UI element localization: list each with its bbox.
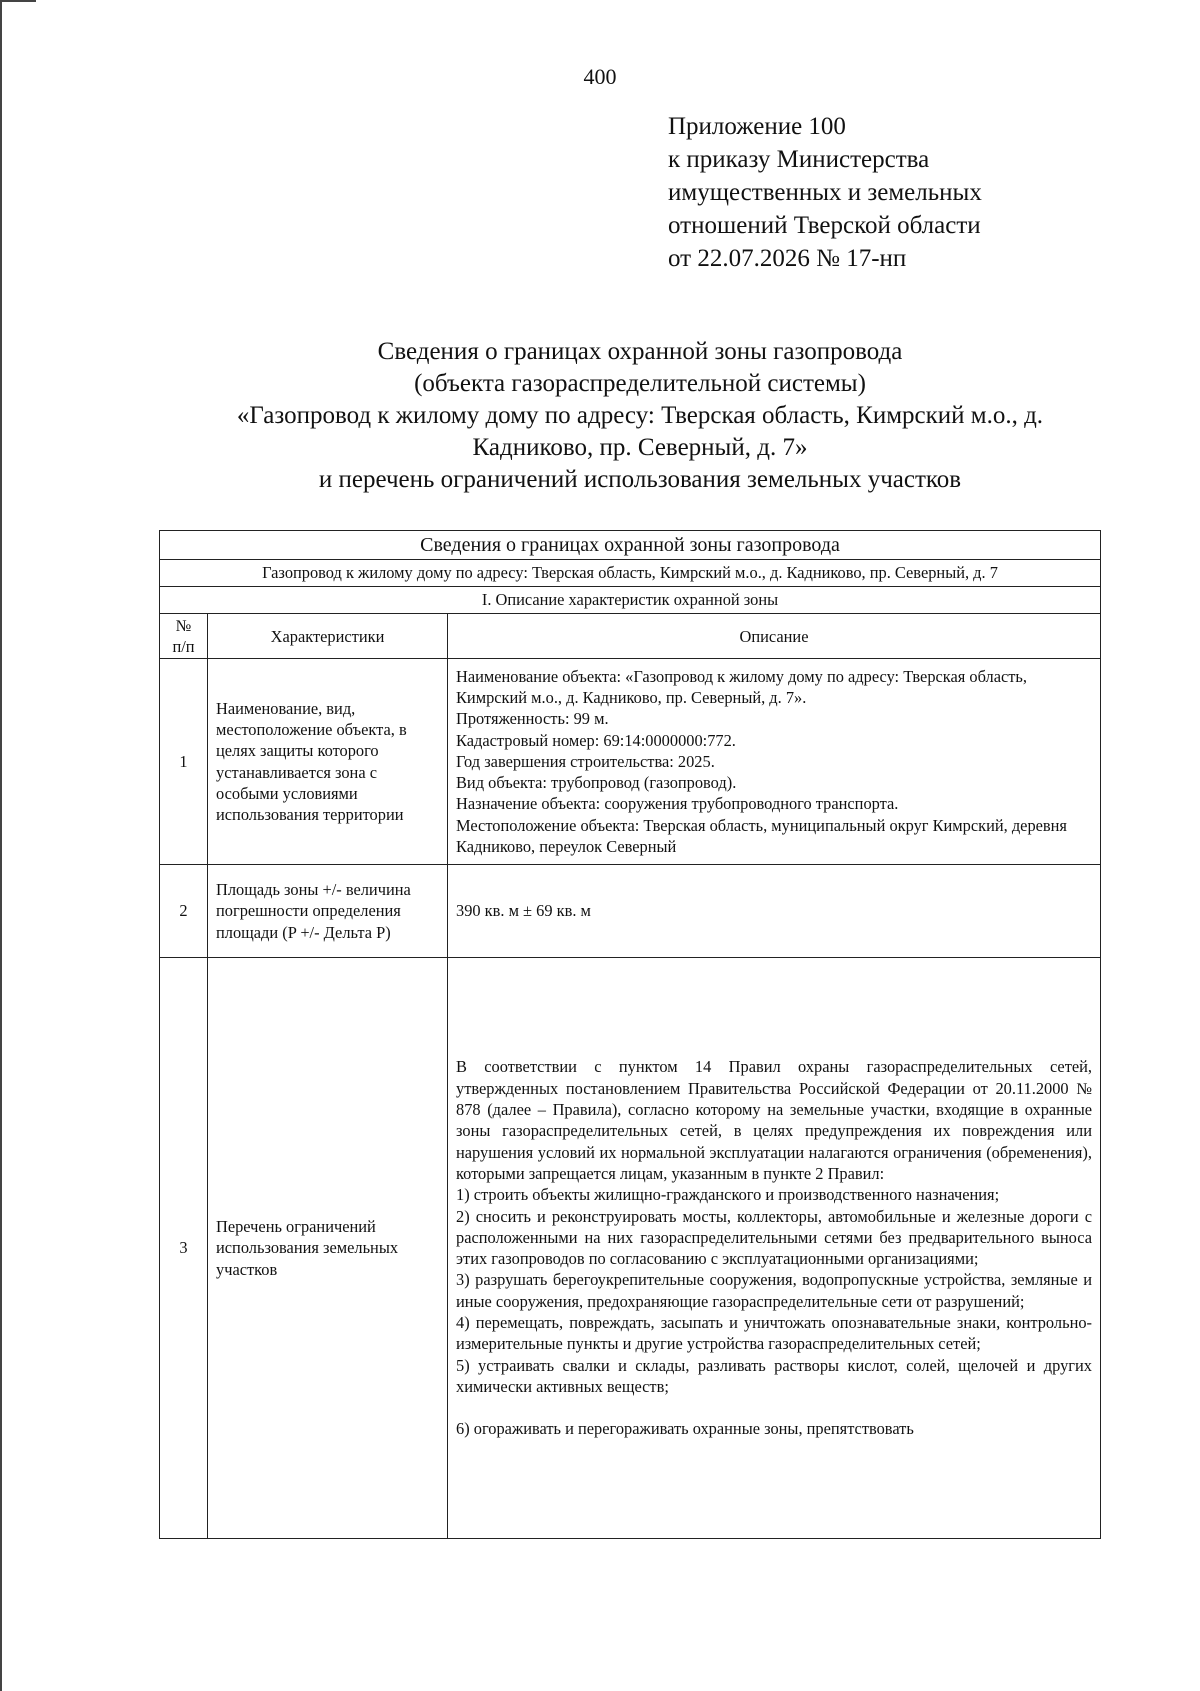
header-characteristic: Характеристики xyxy=(208,614,448,659)
description-line: Вид объекта: трубопровод (газопровод). xyxy=(456,773,737,793)
appendix-line: отношений Тверской области xyxy=(668,212,981,239)
description-paragraph: 1) строить объекты жилищно-гражданского и производственного назначения; xyxy=(456,1185,1000,1205)
table-row xyxy=(160,659,1101,865)
row-description: 390 кв. м ± 69 кв. м xyxy=(448,865,1101,958)
title-line: Сведения о границах охранной зоны газопровода xyxy=(377,338,903,365)
header-description: Описание xyxy=(448,614,1101,659)
description-line: Наименование объекта: «Газопровод к жилому дому по адресу: Тверская область, Кимрский м.о., д. Кадниково, пр. Северный, д. 7». xyxy=(456,666,1028,707)
table-header-row xyxy=(160,614,1101,659)
zone-table xyxy=(159,530,1101,1539)
row-description xyxy=(448,659,1101,865)
header-num: № п/п xyxy=(160,614,208,659)
row-num: 2 xyxy=(160,865,208,958)
appendix-line: Приложение 100 xyxy=(668,113,846,140)
section-heading: I. Описание характеристик охранной зоны xyxy=(160,587,1101,614)
title-line: Кадниково, пр. Северный, д. 7» xyxy=(472,434,808,461)
table-row xyxy=(160,865,1101,958)
description-line: Назначение объекта: сооружения трубопроводного транспорта. xyxy=(456,794,899,814)
appendix-line: от 22.07.2026 № 17-нп xyxy=(668,245,907,272)
table-title-row xyxy=(160,531,1101,560)
title-line: и перечень ограничений использования земельных участков xyxy=(318,466,962,493)
title-line: (объекта газораспределительной системы) xyxy=(414,370,866,397)
description-line: Местоположение объекта: Тверская область, муниципальный округ Кимрский, деревня Кадниково, переулок Северный xyxy=(456,815,1067,857)
description-paragraph: 2) сносить и реконструировать мосты, коллекторы, автомобильные и железные дороги с расположенными на них газораспределительными сетями без предварительного выноса этих газопроводов по согласованию с эксплуатационными организациями; xyxy=(456,1206,1092,1269)
title-line: «Газопровод к жилому дому по адресу: Тверская область, Кимрский м.о., д. xyxy=(236,402,1044,429)
table-section-row xyxy=(160,587,1101,614)
appendix-line: имущественных и земельных xyxy=(668,179,982,206)
table-row xyxy=(160,958,1101,1539)
table-object-line: Газопровод к жилому дому по адресу: Тверская область, Кимрский м.о., д. Кадниково, пр. Северный, д. 7 xyxy=(160,560,1101,587)
row-description xyxy=(448,958,1101,1539)
document-title xyxy=(150,336,1130,496)
page-number: 400 xyxy=(583,64,617,89)
description-paragraph: 6) огораживать и перегораживать охранные зоны, препятствовать xyxy=(456,1419,914,1439)
scan-edge-top xyxy=(0,0,36,2)
row-num: 3 xyxy=(160,958,208,1539)
description-line: Год завершения строительства: 2025. xyxy=(456,751,715,771)
table-title: Сведения о границах охранной зоны газопровода xyxy=(160,531,1101,560)
description-paragraph: 3) разрушать берегоукрепительные сооружения, водопропускные устройства, земляные и иные сооружения, предохраняющие газораспределительные сети от разрушений; xyxy=(456,1270,1092,1311)
row-characteristic: Площадь зоны +/- величина погрешности определения площади (P +/- Дельта P) xyxy=(208,865,448,958)
row-characteristic: Наименование, вид, местоположение объекта, в целях защиты которого устанавливается зона с особыми условиями использования территории xyxy=(208,659,448,865)
description-paragraph: В соответствии с пунктом 14 Правил охраны газораспределительных сетей, утвержденных постановлением Правительства Российской Федерации от 20.11.2000 № 878 (далее – Правила), согласно которому на земельные участки, входящие в охранные зоны газораспределительных сетей, в целях предупреждения их повреждения или нарушения условий их нормальной эксплуатации налагаются ограничения (обременения), которыми запрещается лицам, указанным в пункте 2 Правил: xyxy=(456,1057,1092,1183)
paragraph-gap xyxy=(456,1397,1092,1418)
description-paragraph: 5) устраивать свалки и склады, разливать растворы кислот, солей, щелочей и других химически активных веществ; xyxy=(456,1355,1092,1396)
appendix-block xyxy=(668,110,982,275)
description-line: Кадастровый номер: 69:14:0000000:772. xyxy=(456,730,736,750)
description-paragraph: 4) перемещать, повреждать, засыпать и уничтожать опознавательные знаки, контрольно-измерительные пункты и другие устройства газораспределительных сетей; xyxy=(456,1313,1092,1354)
table-object-row xyxy=(160,560,1101,587)
scan-edge-left xyxy=(0,0,2,1691)
appendix-line: к приказу Министерства xyxy=(668,146,930,173)
description-line: Протяженность: 99 м. xyxy=(456,709,609,729)
row-num: 1 xyxy=(160,659,208,865)
row-characteristic: Перечень ограничений использования земельных участков xyxy=(208,958,448,1539)
